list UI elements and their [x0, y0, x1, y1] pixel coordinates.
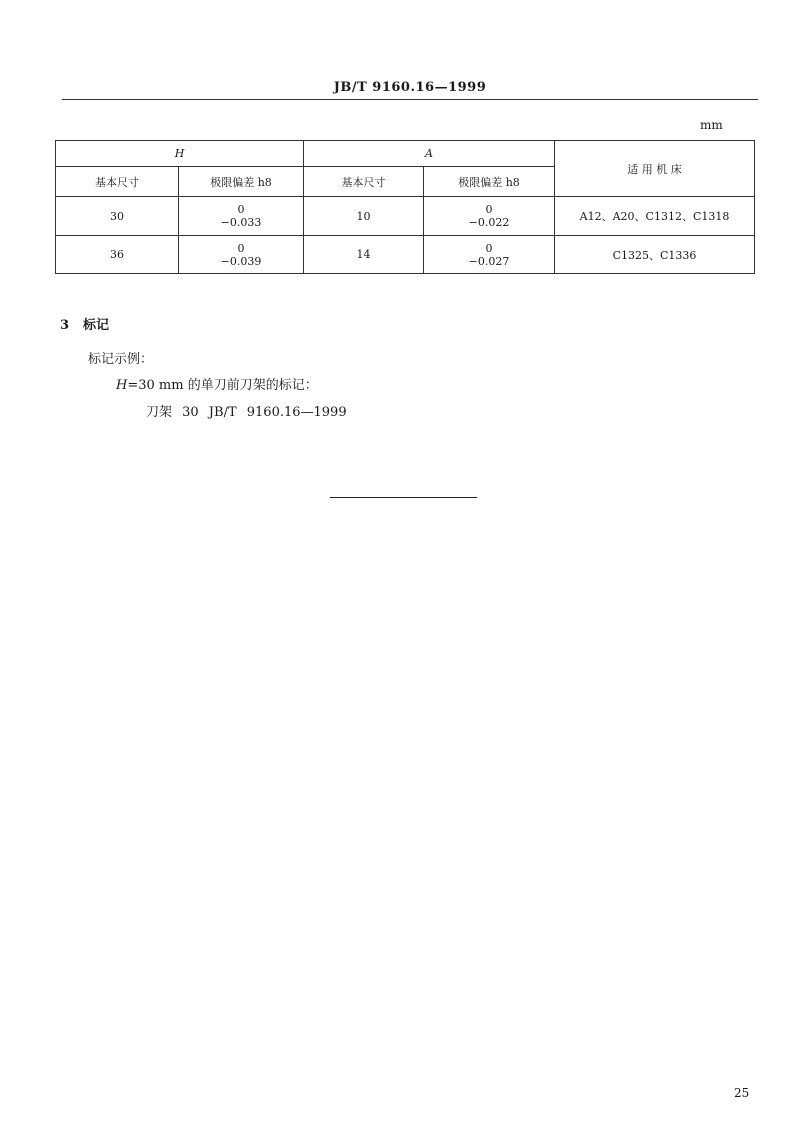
cell-h-deviation — [179, 236, 304, 274]
header-applicable-machines: 适 用 机 床 — [555, 141, 755, 197]
cell-a-size: 14 — [304, 236, 424, 274]
h-lower-deviation: −0.033 — [220, 216, 262, 229]
header-a-limit-deviation: 极限偏差 h8 — [424, 167, 555, 197]
section-number: 3 — [60, 318, 70, 333]
variable-h: H — [116, 378, 128, 393]
marking-example-label: 标记示例： — [88, 352, 154, 367]
header-h-basic-size: 基本尺寸 — [56, 167, 179, 197]
cell-h-deviation — [179, 197, 304, 236]
end-rule — [330, 497, 477, 498]
header-rule — [62, 99, 758, 100]
cell-a-deviation — [424, 236, 555, 274]
section-heading — [60, 314, 109, 333]
cell-h-size: 36 — [56, 236, 179, 274]
h-lower-deviation: −0.039 — [220, 254, 262, 268]
table-row — [56, 236, 755, 274]
marking-description-text: =30 mm 的单刀前刀架的标记： — [127, 378, 318, 393]
unit-label: mm — [700, 118, 723, 132]
header-h-limit-deviation: 极限偏差 h8 — [179, 167, 304, 197]
header-h: H — [56, 141, 304, 167]
marking-example: 刀架 30 JB/T 9160.16—1999 — [146, 405, 347, 420]
table-header-row-groups — [56, 141, 755, 167]
cell-machines: C1325、C1336 — [555, 236, 755, 274]
section-title: 标记 — [83, 318, 110, 333]
cell-h-size: 30 — [56, 197, 179, 236]
h-upper-deviation: 0 — [237, 241, 245, 255]
h-upper-deviation: 0 — [237, 203, 245, 216]
document-header: JB/T 9160.16—1999 — [333, 80, 487, 95]
page-number: 25 — [734, 1086, 750, 1100]
table-row — [56, 197, 755, 236]
header-a-basic-size: 基本尺寸 — [304, 167, 424, 197]
a-lower-deviation: −0.022 — [468, 216, 510, 229]
dimension-table — [55, 140, 755, 274]
a-upper-deviation: 0 — [485, 241, 493, 255]
a-lower-deviation: −0.027 — [468, 254, 510, 268]
cell-a-deviation — [424, 197, 555, 236]
cell-a-size: 10 — [304, 197, 424, 236]
a-upper-deviation: 0 — [485, 203, 493, 216]
header-a: A — [304, 141, 555, 167]
marking-description — [116, 374, 318, 393]
cell-machines: A12、A20、C1312、C1318 — [555, 197, 755, 236]
